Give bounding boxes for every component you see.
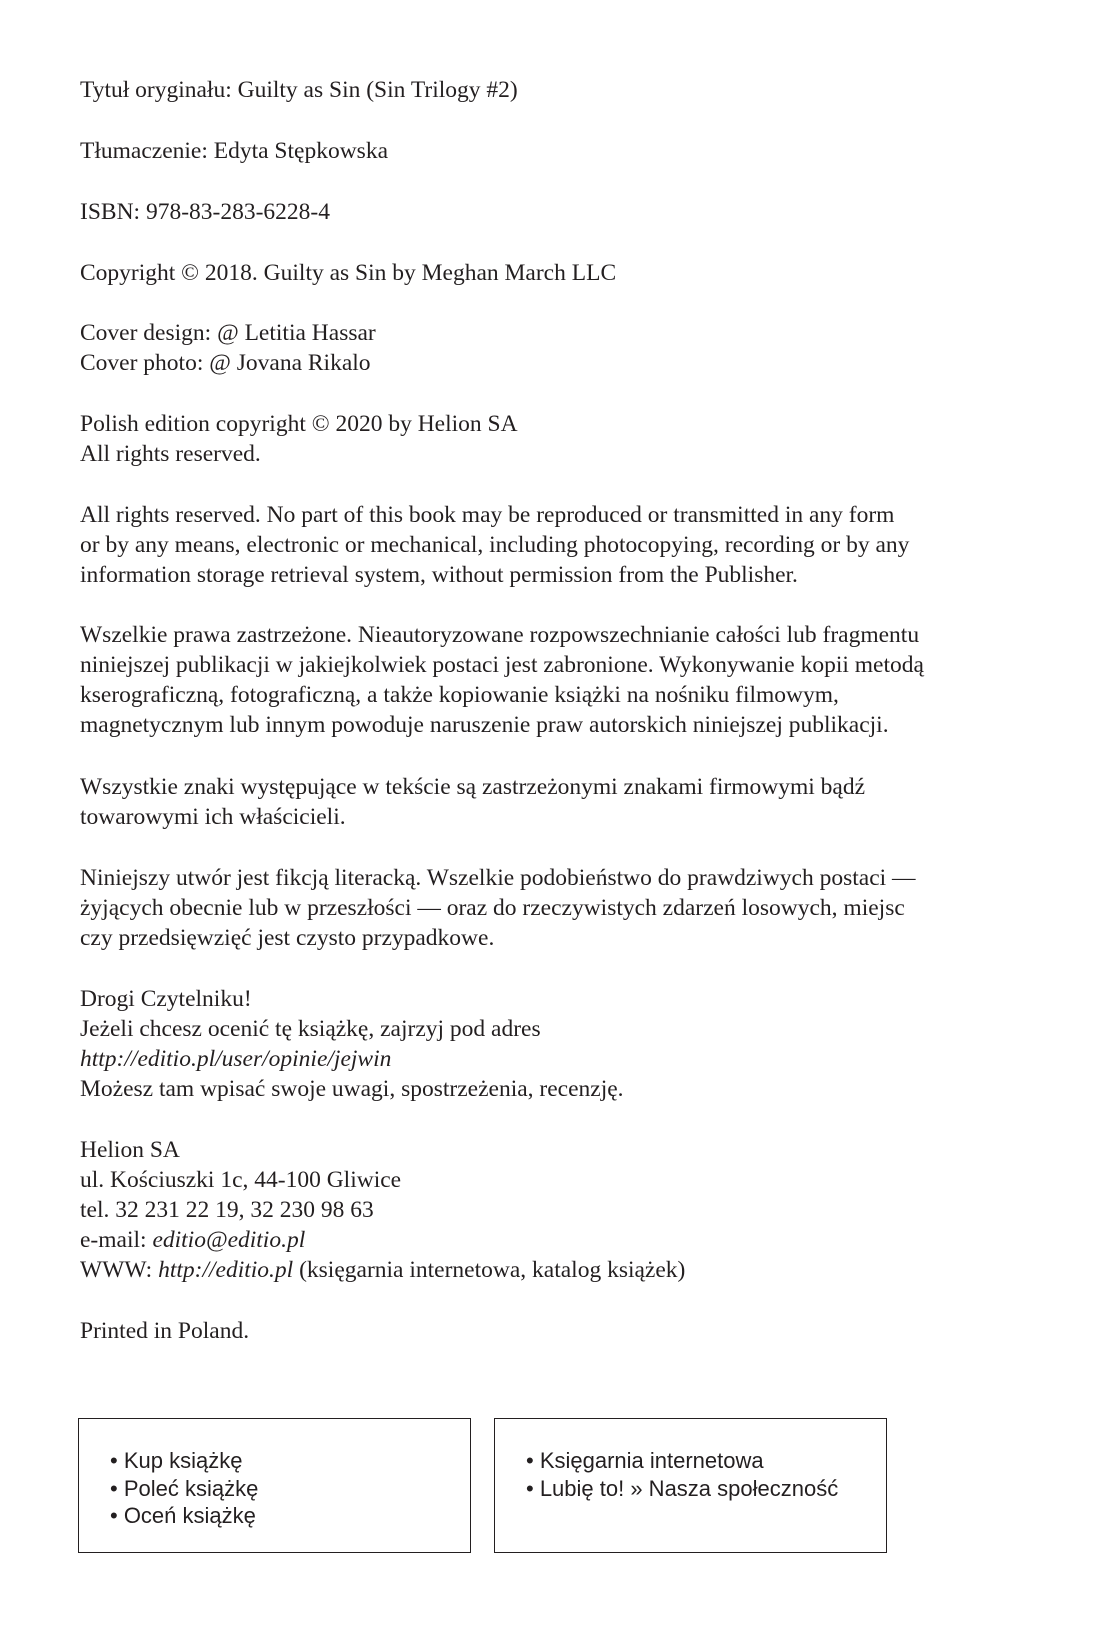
cover-design: Cover design: @ Letitia Hassar (80, 320, 376, 346)
rate-book-link[interactable] (110, 1502, 258, 1530)
reader-rating-url[interactable]: http://editio.pl/user/opinie/jejwin (80, 1046, 392, 1072)
community-link[interactable] (526, 1475, 838, 1503)
publisher-email-line (80, 1225, 305, 1256)
publisher-phone: tel. 32 231 22 19, 32 230 98 63 (80, 1197, 374, 1223)
online-bookstore-link-text[interactable]: • Księgarnia internetowa (526, 1448, 764, 1473)
polish-notice-line: magnetycznym lub innym powoduje naruszenie praw autorskich niniejszej publikacji. (80, 712, 889, 738)
publisher-address: ul. Kościuszki 1c, 44-100 Gliwice (80, 1167, 402, 1193)
trademark-notice-line: Wszystkie znaki występujące w tekście są zastrzeżonymi znakami firmowymi bądź (80, 774, 866, 800)
email-label: e-mail: (80, 1227, 153, 1253)
www-label: WWW: (80, 1257, 159, 1283)
polish-notice-line: kserograficzną, fotograficzną, a także kopiowanie książki na nośniku filmowym, (80, 682, 839, 708)
reader-closing: Możesz tam wpisać swoje uwagi, spostrzeżenia, recenzję. (80, 1076, 624, 1102)
isbn: ISBN: 978-83-283-6228-4 (80, 199, 330, 225)
copyright-line: Copyright © 2018. Guilty as Sin by Meghan March LLC (80, 260, 617, 286)
cover-photo: Cover photo: @ Jovana Rikalo (80, 350, 371, 376)
english-notice-line: information storage retrieval system, without permission from the Publisher. (80, 562, 798, 588)
trademark-notice-line: towarowymi ich właścicieli. (80, 804, 346, 830)
publisher-www-line (80, 1255, 685, 1286)
buy-book-link[interactable] (110, 1447, 258, 1475)
polish-notice-line: niniejszej publikacji w jakiejkolwiek postaci jest zabronione. Wykonywanie kopii metodą (80, 652, 924, 678)
reader-greeting: Drogi Czytelniku! (80, 986, 252, 1012)
community-links-box (494, 1418, 887, 1553)
rights-reserved: All rights reserved. (80, 441, 261, 467)
book-actions-box (78, 1418, 471, 1553)
online-bookstore-link[interactable] (526, 1447, 838, 1475)
polish-notice-line: Wszelkie prawa zastrzeżone. Nieautoryzowane rozpowszechnianie całości lub fragmentu (80, 622, 920, 648)
translator: Tłumaczenie: Edyta Stępkowska (80, 138, 389, 164)
publisher-name: Helion SA (80, 1137, 180, 1163)
reader-rating-line: Jeżeli chcesz ocenić tę książkę, zajrzyj pod adres (80, 1016, 541, 1042)
polish-edition-copyright: Polish edition copyright © 2020 by Helion SA (80, 411, 518, 437)
original-title: Tytuł oryginału: Guilty as Sin (Sin Trilogy #2) (80, 77, 518, 103)
rate-book-link-text[interactable]: • Oceń książkę (110, 1503, 256, 1528)
printed-in: Printed in Poland. (80, 1318, 250, 1344)
english-notice-line: All rights reserved. No part of this book may be reproduced or transmitted in any form (80, 502, 895, 528)
buy-book-link-text[interactable]: • Kup książkę (110, 1448, 243, 1473)
english-notice-line: or by any means, electronic or mechanical, including photocopying, recording or by any (80, 532, 910, 558)
recommend-book-link[interactable] (110, 1475, 258, 1503)
fiction-notice-line: żyjących obecnie lub w przeszłości — oraz do rzeczywistych zdarzeń losowych, miejsc (80, 895, 905, 921)
publisher-email-link[interactable]: editio@editio.pl (152, 1227, 306, 1253)
www-note: (księgarnia internetowa, katalog książek) (293, 1257, 686, 1283)
fiction-notice-line: Niniejszy utwór jest fikcją literacką. Wszelkie podobieństwo do prawdziwych postaci — (80, 865, 916, 891)
fiction-notice-line: czy przedsięwzięć jest czysto przypadkowe. (80, 925, 495, 951)
community-link-text[interactable]: • Lubię to! » Nasza społeczność (526, 1475, 839, 1501)
recommend-book-link-text[interactable]: • Poleć książkę (110, 1475, 259, 1501)
publisher-www-link[interactable]: http://editio.pl (158, 1257, 294, 1283)
